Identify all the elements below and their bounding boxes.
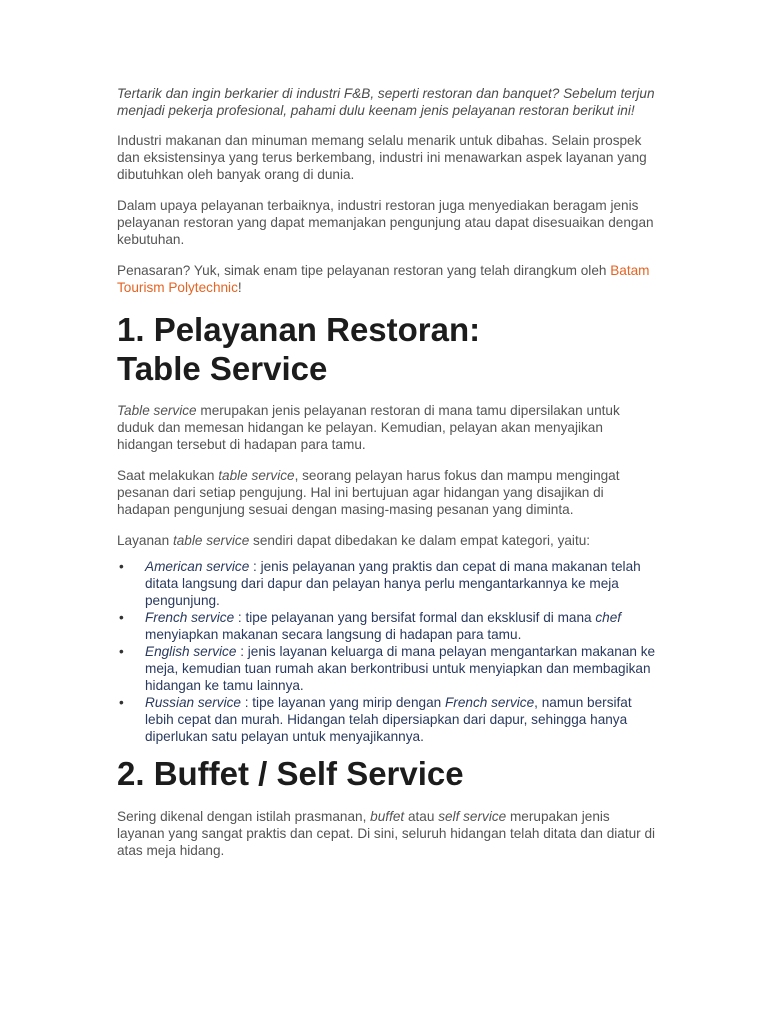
- paragraph-curious: [117, 262, 657, 296]
- bullet-icon: •: [119, 695, 124, 710]
- american-service-text: : jenis pelayanan yang praktis dan cepat di mana makanan telah ditata langsung dari dapur dan pelayan hanya perlu mengantarkannya ke meja pengunjung.: [145, 559, 641, 608]
- term-table-service: table service: [218, 468, 295, 483]
- buffet-text-start: Sering dikenal dengan istilah prasmanan,: [117, 809, 371, 824]
- list-item-french-service: [117, 609, 657, 643]
- russian-service-text-end: , namun bersifat lebih cepat dan murah. Hidangan telah dipersiapkan dari dapur, sehingga hanya diperlukan satu pelayan untuk menyajikannya.: [145, 695, 632, 744]
- definition-text: merupakan jenis pelayanan restoran di mana tamu dipersilakan untuk duduk dan memesan hidangan ke pelayan. Kemudian, pelayan akan menyajikan hidangan tersebut di hadapan para tamu.: [117, 403, 620, 452]
- categories-text-rest: sendiri dapat dibedakan ke dalam empat kategori, yaitu:: [249, 533, 591, 548]
- heading-table-service: [117, 310, 657, 388]
- term-american-service: American service: [145, 559, 250, 574]
- paragraph-curious-end: !: [237, 280, 242, 295]
- russian-service-text: : tipe layanan yang mirip dengan: [240, 695, 445, 710]
- list-item-english-service: [117, 643, 657, 694]
- term-russian-service: Russian service: [145, 695, 241, 710]
- french-service-text-end: menyiapkan makanan secara langsung di hadapan para tamu.: [145, 627, 522, 642]
- bullet-icon: •: [119, 644, 124, 659]
- categories-text-start: Layanan: [117, 533, 173, 548]
- paragraph-curious-text: Penasaran? Yuk, simak enam tipe pelayanan restoran yang telah dirangkum oleh: [117, 263, 611, 278]
- list-item-american-service: [117, 558, 657, 609]
- list-item-russian-service: [117, 694, 657, 745]
- bullet-icon: •: [119, 610, 124, 625]
- service-categories-list: [117, 558, 657, 745]
- paragraph-table-service-categories: [117, 532, 657, 549]
- term-english-service: English service: [145, 644, 237, 659]
- focus-text-start: Saat melakukan: [117, 468, 219, 483]
- intro-paragraph: Tertarik dan ingin berkarier di industri F&B, seperti restoran dan banquet? Sebelum terjun menjadi pekerja profesional, pahami dulu keenam jenis pelayanan restoran berikut ini!: [117, 86, 655, 118]
- heading-table-service-line1: 1. Pelayanan Restoran:: [117, 311, 481, 348]
- paragraph-buffet-definition: [117, 808, 657, 859]
- buffet-text-rest: merupakan jenis layanan yang sangat praktis dan cepat. Di sini, seluruh hidangan telah ditata dan diatur di atas meja hidang.: [117, 809, 656, 858]
- english-service-text: : jenis layanan keluarga di mana pelayan mengantarkan makanan ke meja, kemudian tuan rumah akan berkontribusi untuk menyiapkan dan membagikan hidangan ke tamu lainnya.: [145, 644, 656, 693]
- term-table-service: Table service: [117, 403, 197, 418]
- article-body: [117, 85, 657, 859]
- paragraph-industry: Industri makanan dan minuman memang selalu menarik untuk dibahas. Selain prospek dan eksistensinya yang terus berkembang, industri ini menawarkan aspek layanan yang dibutuhkan oleh banyak orang di dunia.: [117, 133, 647, 182]
- focus-text-rest: , seorang pelayan harus fokus dan mampu mengingat pesanan dari setiap pengujung. Hal ini bertujuan agar hidangan yang disajikan di hadapan pengunjung sesuai dengan masing-masing pesanan yang diminta.: [117, 468, 620, 517]
- heading-table-service-line2: Table Service: [117, 350, 328, 387]
- term-self-service: self service: [438, 809, 507, 824]
- paragraph-table-service-focus: [117, 467, 657, 518]
- heading-buffet-service: 2. Buffet / Self Service: [117, 755, 464, 792]
- term-french-service: French service: [145, 610, 235, 625]
- paragraph-service-effort: Dalam upaya pelayanan terbaiknya, industri restoran juga menyediakan beragam jenis pelayanan restoran yang dapat memanjakan pengunjung atau dapat disesuaikan dengan kebutuhan.: [117, 198, 654, 247]
- term-chef: chef: [595, 610, 622, 625]
- batam-tourism-link[interactable]: Batam Tourism Polytechnic: [117, 263, 650, 295]
- paragraph-table-service-definition: [117, 402, 657, 453]
- french-service-text: : tipe pelayanan yang bersifat formal dan eksklusif di mana: [234, 610, 596, 625]
- bullet-icon: •: [119, 559, 124, 574]
- term-buffet: buffet: [370, 809, 405, 824]
- term-french-service-ref: French service: [445, 695, 535, 710]
- buffet-text-mid: atau: [404, 809, 439, 824]
- term-table-service: table service: [172, 533, 250, 548]
